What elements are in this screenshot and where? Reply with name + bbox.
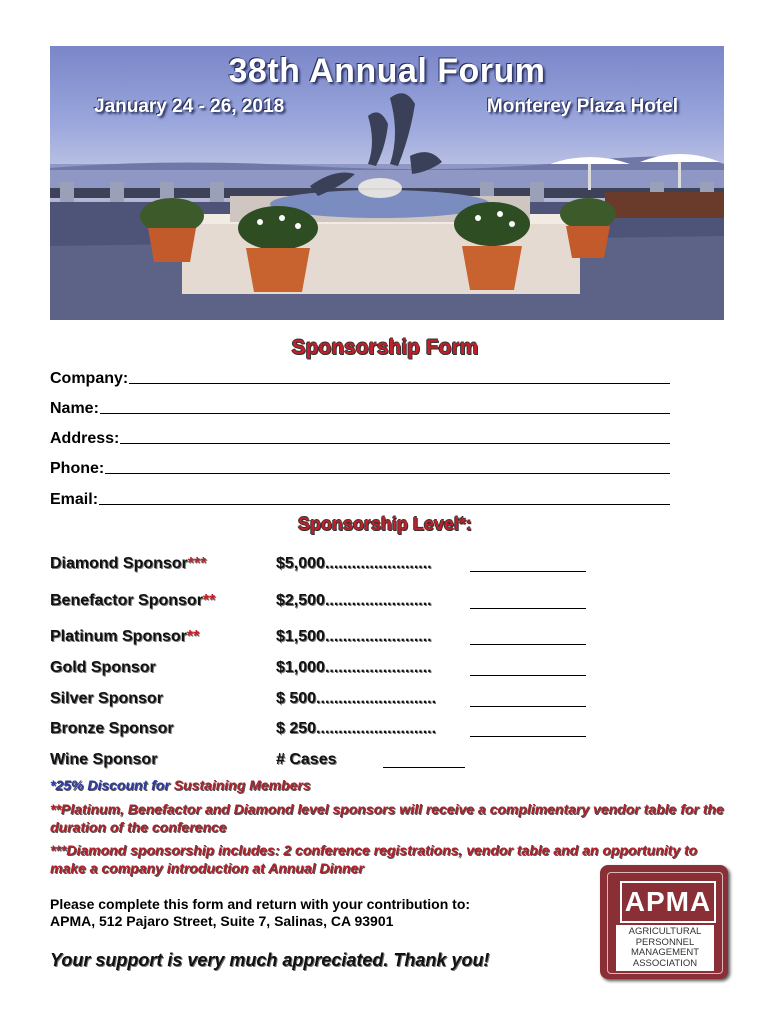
level-name: Bronze Sponsor: [50, 720, 174, 737]
company-field[interactable]: [50, 366, 670, 388]
hero-banner: [50, 46, 724, 320]
instructions-line-1: Please complete this form and return with your contribution to:: [50, 896, 471, 912]
level-entry-line[interactable]: [470, 644, 586, 645]
level-entry-line[interactable]: [470, 608, 586, 609]
level-entry-line[interactable]: [470, 571, 586, 572]
level-dots: ...........................: [316, 690, 437, 707]
name-label: Name:: [50, 400, 99, 417]
level-dots: ........................: [324, 659, 432, 676]
logo-frame: [607, 872, 723, 974]
level-dots: ........................: [324, 555, 432, 572]
company-line[interactable]: [129, 383, 670, 384]
sponsorship-form-heading: Sponsorship Form: [291, 336, 479, 359]
level-dots: ...........................: [316, 720, 437, 737]
phone-line[interactable]: [105, 473, 670, 474]
event-dates: January 24 - 26, 2018: [94, 96, 285, 117]
level-amount: # Cases: [276, 751, 337, 768]
address-line[interactable]: [120, 443, 670, 444]
company-label: Company:: [50, 370, 129, 387]
level-amount: $5,000: [276, 555, 325, 572]
diamond-note: ***Diamond sponsorship includes: 2 conference registrations, vendor table and an opportunity to make a company introduction at Annual Dinner: [50, 842, 698, 876]
discount-emphasis: Sustaining Members: [173, 777, 311, 793]
discount-note: [50, 776, 740, 794]
logo-acronym: APMA: [620, 881, 716, 923]
logo-line: ASSOCIATION: [632, 957, 698, 969]
discount-prefix: *25% Discount for: [50, 777, 174, 793]
level-amount: $ 500: [276, 690, 317, 707]
level-stars: **: [186, 628, 200, 645]
address-label: Address:: [50, 430, 120, 447]
level-amount: $1,500: [276, 628, 325, 645]
level-amount: $2,500: [276, 592, 325, 609]
return-instructions: [50, 896, 470, 930]
email-field[interactable]: [50, 487, 670, 509]
event-title: 38th Annual Forum: [228, 52, 546, 90]
level-name: Diamond Sponsor: [50, 555, 188, 572]
level-name: Silver Sponsor: [50, 690, 163, 707]
name-line[interactable]: [100, 413, 670, 414]
event-venue: Monterey Plaza Hotel: [486, 96, 678, 117]
thank-you-message: Your support is very much appreciated. Thank you!: [50, 950, 490, 970]
phone-label: Phone:: [50, 460, 105, 477]
level-name: Benefactor Sponsor: [50, 592, 203, 609]
name-field[interactable]: [50, 396, 670, 418]
logo-line: AGRICULTURAL: [628, 926, 702, 937]
level-amount: $ 250: [276, 720, 317, 737]
mailing-address: APMA, 512 Pajaro Street, Suite 7, Salinas, CA 93901: [50, 913, 394, 929]
address-field[interactable]: [50, 426, 670, 448]
email-label: Email:: [50, 491, 99, 508]
level-entry-line[interactable]: [470, 706, 586, 707]
apma-logo: [600, 865, 728, 979]
level-dots: ........................: [324, 628, 432, 645]
email-line[interactable]: [99, 504, 670, 505]
sponsorship-level-mark: *:: [459, 514, 473, 534]
logo-line: PERSONNEL: [635, 936, 695, 948]
level-name: Gold Sponsor: [50, 659, 156, 676]
level-name: Platinum Sponsor: [50, 628, 187, 645]
platinum-note: **Platinum, Benefactor and Diamond level sponsors will receive a complimentary vendor table for the duration of the conference: [50, 801, 724, 835]
level-dots: ........................: [324, 592, 432, 609]
level-entry-line[interactable]: [470, 736, 586, 737]
cases-entry-line[interactable]: [383, 767, 465, 768]
level-amount: $1,000: [276, 659, 325, 676]
sponsorship-level-heading: [0, 514, 770, 535]
level-name: Wine Sponsor: [50, 751, 158, 768]
logo-line: MANAGEMENT: [630, 947, 700, 958]
phone-field[interactable]: [50, 456, 670, 478]
level-entry-line[interactable]: [470, 675, 586, 676]
sponsorship-level-text: Sponsorship Level: [297, 514, 460, 534]
level-stars: ***: [187, 555, 207, 572]
level-stars: **: [202, 592, 216, 609]
logo-subtitle: [616, 925, 714, 971]
